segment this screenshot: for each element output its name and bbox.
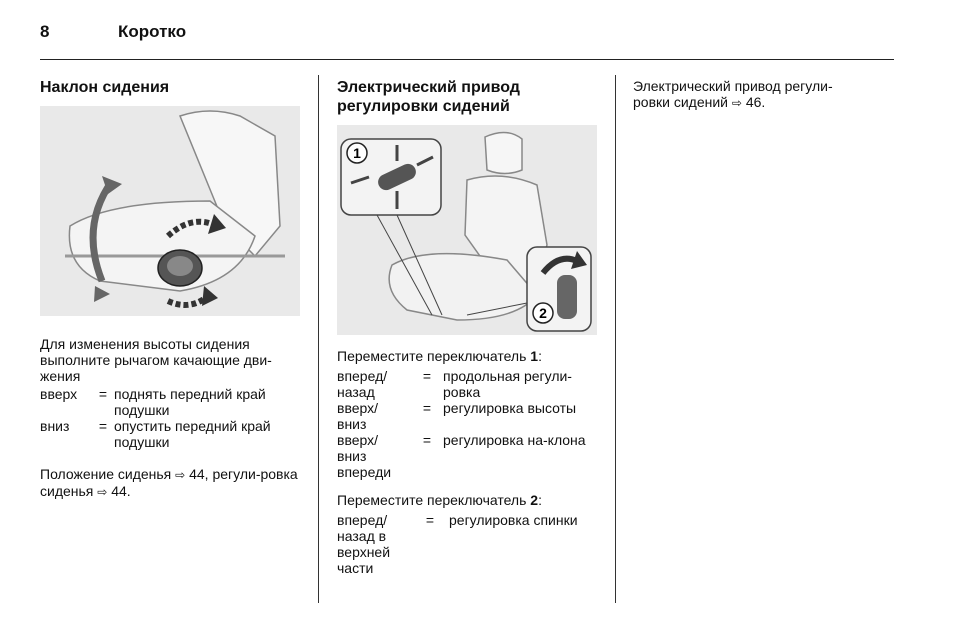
seat-tilt-drawing	[40, 106, 300, 316]
right-column	[633, 78, 865, 111]
def-description: поднять передний край подушки	[114, 386, 266, 418]
switch2-instruction	[337, 492, 601, 508]
xref-text-3: 44.	[111, 483, 131, 499]
def-equals: =	[98, 386, 108, 402]
callout-1: 1	[353, 145, 361, 161]
switch2-suffix: :	[538, 492, 542, 508]
switch2-prefix: Переместите переключатель	[337, 492, 527, 508]
def-term: вверх/ вниз впереди	[337, 432, 392, 480]
section-heading-seat-tilt: Наклон сидения	[40, 79, 170, 96]
right-text: Электрический привод регули-ровки сидений	[633, 78, 833, 110]
def-equals: =	[422, 368, 432, 384]
switch1-instruction	[337, 348, 601, 364]
def-term: вверх/ вниз	[337, 400, 379, 432]
def-equals: =	[422, 432, 432, 448]
header-rule	[40, 59, 894, 60]
intro-text: Для изменения высоты сидения выполните рычагом качающие дви-жения	[40, 336, 272, 384]
def-description: регулировка высоты	[443, 400, 577, 416]
page-reference-icon[interactable]: ⇨	[175, 468, 186, 482]
section-heading-electric-seat: Электрический привод регулировки сидений	[337, 79, 520, 115]
def-term: вперед/ назад	[337, 368, 388, 400]
def-description: опустить передний край подушки	[114, 418, 271, 450]
seat-tilt-definitions	[40, 386, 302, 450]
page-reference-icon[interactable]: ⇨	[97, 485, 108, 499]
column-divider-2	[615, 75, 616, 603]
right-cross-reference	[633, 78, 865, 111]
def-description: продольная регули-ровка	[443, 368, 572, 400]
cross-reference-text	[40, 466, 302, 500]
left-column	[40, 78, 302, 500]
xref-text-1: Положение сиденья	[40, 466, 172, 482]
switch2-number: 2	[530, 492, 539, 508]
def-equals: =	[422, 400, 432, 416]
middle-column	[337, 78, 601, 576]
electric-seat-drawing	[337, 125, 597, 335]
xref-text-2: 44, регули-ровка сиденья	[40, 466, 298, 499]
seat-tilt-illustration	[40, 106, 300, 316]
page-number: 8	[40, 22, 50, 41]
switch1-definitions	[337, 368, 601, 480]
switch1-suffix: :	[538, 348, 542, 364]
def-equals: =	[98, 418, 108, 434]
def-term: вверх	[40, 386, 78, 402]
electric-seat-illustration	[337, 125, 597, 335]
switch2-definitions	[337, 512, 601, 576]
right-page-number: 46.	[745, 94, 766, 110]
callout-2: 2	[539, 305, 547, 321]
def-description: регулировка спинки	[449, 512, 578, 528]
def-term: вперед/ назад в верхней части	[337, 512, 391, 576]
column-divider-1	[318, 75, 319, 603]
def-description: регулировка на-клона	[443, 432, 586, 448]
page-header	[40, 20, 894, 60]
page-reference-icon[interactable]: ⇨	[731, 96, 742, 110]
chapter-title: Коротко	[118, 22, 187, 41]
def-equals: =	[425, 512, 435, 528]
switch1-prefix: Переместите переключатель	[337, 348, 527, 364]
switch1-number: 1	[530, 348, 539, 364]
def-term: вниз	[40, 418, 70, 434]
